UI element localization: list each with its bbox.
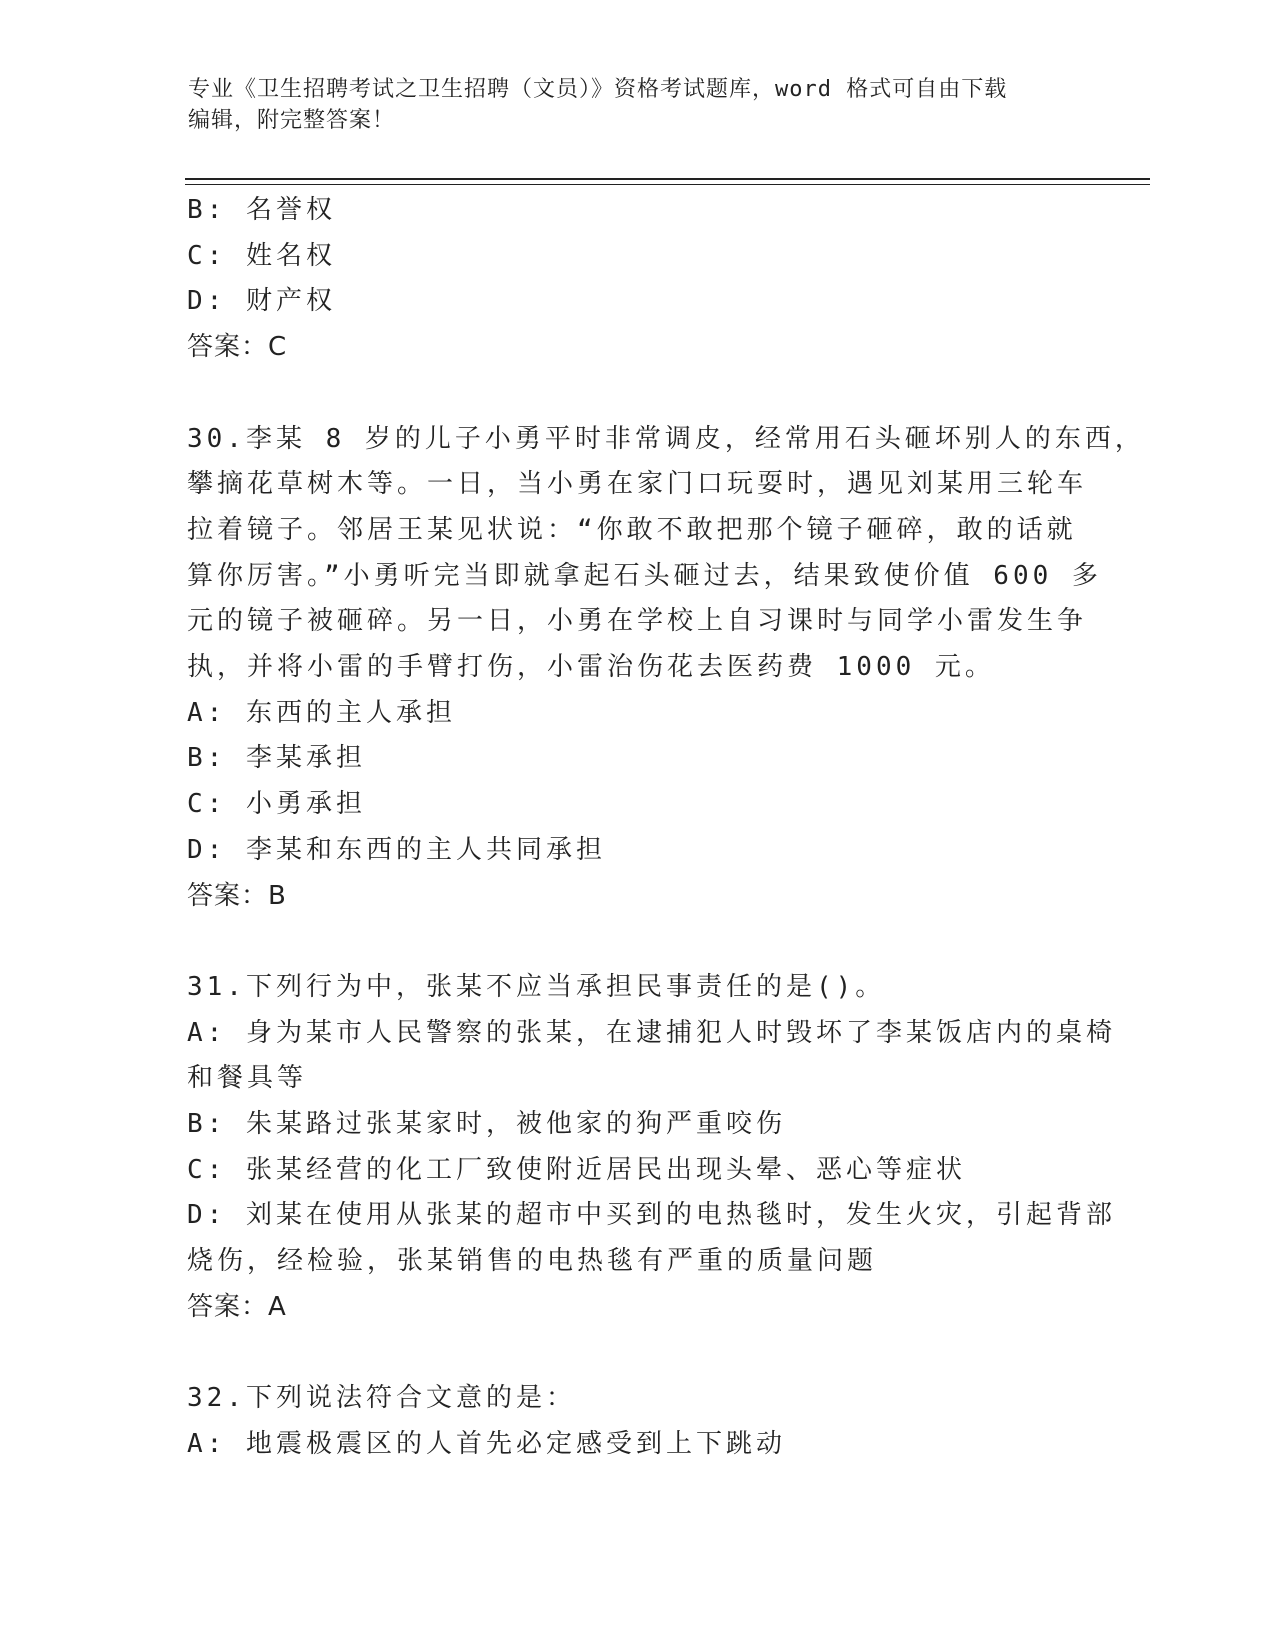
option-b: B: 朱某路过张某家时，被他家的狗严重咬伤 (187, 1109, 786, 1140)
option-c: C: 姓名权 (187, 240, 336, 271)
option-d-continued: 烧伤，经检验，张某销售的电热毯有严重的质量问题 (187, 1246, 878, 1277)
option-c: C: 小勇承担 (187, 789, 366, 820)
question-stem-line: 30.李某 8 岁的儿子小勇平时非常调皮，经常用石头砸坏别人的东西， (187, 423, 1145, 454)
question-32 (187, 1376, 1077, 1467)
header-divider-thick (185, 178, 1150, 180)
question-30 (187, 417, 1145, 920)
question-stem-line: 攀摘花草树木等。一日，当小勇在家门口玩耍时，遇见刘某用三轮车 (187, 469, 1088, 500)
document-header (188, 74, 1088, 136)
option-a: A: 东西的主人承担 (187, 697, 456, 728)
option-d: D: 财产权 (187, 286, 336, 317)
question-29-continued (187, 188, 1077, 371)
question-list (187, 188, 1145, 1468)
spacer (187, 1331, 1077, 1377)
option-a: A: 身为某市人民警察的张某，在逮捕犯人时毁坏了李某饭店内的桌椅 (187, 1017, 1116, 1048)
option-b: B: 李某承担 (187, 743, 366, 774)
option-a-continued: 和餐具等 (187, 1063, 308, 1094)
answer-line: 答案：A (187, 1291, 287, 1322)
question-stem-line: 元的镜子被砸碎。另一日，小勇在学校上自习课时与同学小雷发生争 (187, 606, 1088, 637)
question-stem-line: 算你厉害。”小勇听完当即就拿起石头砸过去，结果致使价值 600 多 (187, 560, 1102, 591)
answer-line: 答案：C (187, 332, 288, 363)
spacer (187, 371, 1077, 417)
option-d: D: 刘某在使用从张某的超市中买到的电热毯时，发生火灾，引起背部 (187, 1200, 1116, 1231)
header-line-1: 专业《卫生招聘考试之卫生招聘（文员）》资格考试题库，word 格式可自由下载 (188, 77, 1008, 102)
question-stem-line: 执，并将小雷的手臂打伤，小雷治伤花去医药费 1000 元。 (187, 652, 995, 683)
option-d: D: 李某和东西的主人共同承担 (187, 834, 606, 865)
question-stem-line: 31.下列行为中，张某不应当承担民事责任的是()。 (187, 971, 886, 1002)
spacer (187, 919, 1077, 965)
question-31 (187, 965, 1116, 1331)
question-stem-line: 拉着镜子。邻居王某见状说：“你敢不敢把那个镜子砸碎，敢的话就 (187, 514, 1077, 545)
option-a: A: 地震极震区的人首先必定感受到上下跳动 (187, 1428, 786, 1459)
question-stem-line: 32.下列说法符合文意的是： (187, 1383, 576, 1414)
header-line-2: 编辑，附完整答案！ (188, 108, 396, 133)
option-c: C: 张某经营的化工厂致使附近居民出现头晕、恶心等症状 (187, 1154, 966, 1185)
answer-line: 答案：B (187, 880, 287, 911)
header-divider-thin (185, 184, 1150, 185)
option-b: B: 名誉权 (187, 195, 336, 225)
